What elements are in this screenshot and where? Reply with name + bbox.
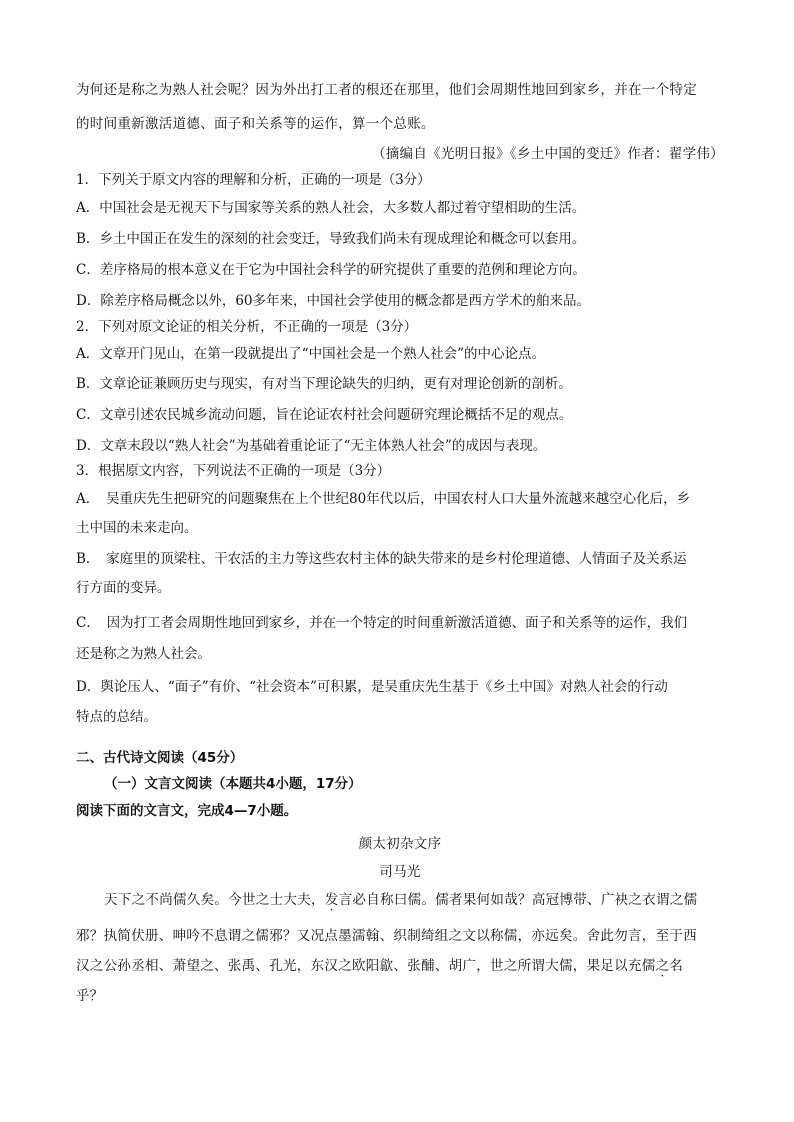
passage-line: 为何还是称之为熟人社会呢？因为外出打工者的根还在那里，他们会周期性地回到家乡，并在一个特定 <box>76 82 697 98</box>
classical-text-segment: 天下之不尚儒久矣。今世之士大夫， <box>104 892 325 908</box>
classical-paragraph-line <box>104 890 724 910</box>
section-title: 二、古代诗文阅读（45分） <box>76 750 244 766</box>
question-3-option-d-cont: 特点的总结。 <box>76 709 157 725</box>
classical-text-segment: 言必自称曰儒。儒者果何如哉？高冠博带、广袂之衣谓之儒 <box>338 892 698 908</box>
question-3-option-c-cont: 还是称之为熟人社会。 <box>76 646 211 662</box>
emphasized-character: 之 <box>655 958 670 974</box>
question-3-stem: 3．根据原文内容，下列说法不正确的一项是（3分） <box>76 463 391 479</box>
classical-text-segment: 名 <box>669 958 684 974</box>
question-1-option-c: C．差序格局的根本意义在于它为中国社会科学的研究提供了重要的范例和理论方向。 <box>76 262 586 278</box>
source-citation: （摘编自《光明日报》《乡土中国的变迁》作者：翟学伟） <box>371 146 724 162</box>
classical-paragraph-line <box>76 956 724 976</box>
question-2-option-d: D．文章末段以“熟人社会”为基础着重论证了“无主体熟人社会”的成因与表现。 <box>76 438 547 454</box>
classical-text-segment: 汉之公孙丞相、萧望之、张禹、孔光，东汉之欧阳歙、张酺、胡广，世之所谓大儒，果足以充儒 <box>76 958 656 974</box>
question-2-option-c: C．文章引述农民城乡流动问题，旨在论证农村社会问题研究理论概括不足的观点。 <box>76 407 573 423</box>
passage-line: 的时间重新激活道德、面子和关系等的运作，算一个总账。 <box>76 116 435 132</box>
question-1-option-d: D．除差序格局概念以外，60多年来，中国社会学使用的概念都是西方学术的舶来品。 <box>76 293 591 309</box>
question-3-option-a-cont: 土中国的未来走向。 <box>76 520 198 536</box>
question-3-option-b: B． 家庭里的顶梁柱、干农活的主力等这些农村主体的缺失带来的是乡村伦理道德、人情面子及关系运 <box>76 551 687 567</box>
question-2-option-b: B．文章论证兼顾历史与现实，有对当下理论缺失的归纳，更有对理论创新的剖析。 <box>76 376 572 392</box>
classical-paragraph-line: 乎？ <box>76 988 104 1004</box>
question-2-option-a: A．文章开门见山，在第一段就提出了“中国社会是一个熟人社会”的中心论点。 <box>76 346 546 362</box>
question-1-option-a: A．中国社会是无视天下与国家等关系的熟人社会，大多数人都过着守望相助的生活。 <box>76 200 586 216</box>
classical-text-author: 司马光 <box>379 864 421 880</box>
question-1-stem: 1．下列关于原文内容的理解和分析，正确的一项是（3分） <box>76 172 431 188</box>
question-3-option-d: D．舆论压人、“面子”有价、“社会资本”可积累，是吴重庆先生基于《乡土中国》对熟人社会的行动 <box>76 679 668 695</box>
emphasized-character: 发 <box>324 892 339 908</box>
question-1-option-b: B．乡土中国正在发生的深刻的社会变迁，导致我们尚未有现成理论和概念可以套用。 <box>76 231 586 247</box>
classical-paragraph-line: 邪？执简伏册、呻吟不息谓之儒邪？又况点墨濡翰、织制绮组之文以称儒，亦远矣。舍此勿言，至于西 <box>76 928 697 944</box>
classical-text-title: 颜太初杂文序 <box>358 836 442 852</box>
question-3-option-b-cont: 行方面的变异。 <box>76 580 171 596</box>
question-3-option-c: C． 因为打工者会周期性地回到家乡，并在一个特定的时间重新激活道德、面子和关系等的运作，我们 <box>76 615 688 631</box>
question-2-stem: 2．下列对原文论证的相关分析，不正确的一项是（3分） <box>76 319 418 335</box>
subsection-title: （一）文言文阅读（本题共4小题，17分） <box>104 776 362 792</box>
reading-instruction: 阅读下面的文言文，完成4—7小题。 <box>76 803 298 819</box>
question-3-option-a: A． 吴重庆先生把研究的问题聚焦在上个世纪80年代以后，中国农村人口大量外流越来越空心化后，乡 <box>76 491 691 507</box>
